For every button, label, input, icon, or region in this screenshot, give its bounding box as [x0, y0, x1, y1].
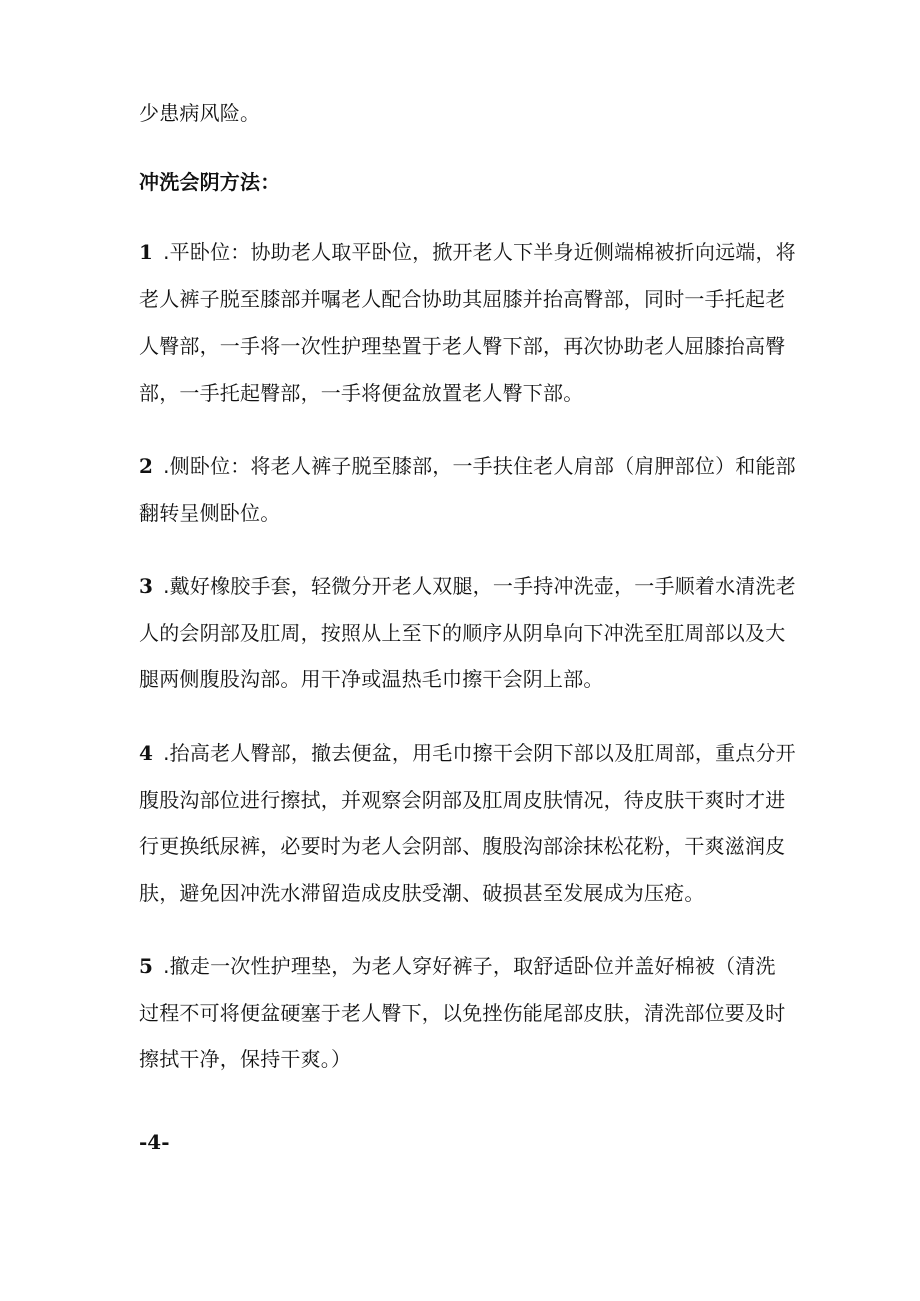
step-2-line-1: 2 .侧卧位：将老人裤子脱至膝部，一手扶住老人肩部（肩胛部位）和能部: [139, 454, 796, 478]
step-3-number: 3: [139, 574, 154, 598]
step-5-line-3: 擦拭干净，保持干爽。）: [139, 1047, 352, 1071]
step-5-line-1: 5 .撤走一次性护理垫，为老人穿好裤子，取舒适卧位并盖好棉被（清洗: [139, 954, 776, 978]
step-4-number: 4: [139, 741, 154, 765]
step-1-number: 1: [139, 240, 154, 264]
step-2-line-2: 翻转呈侧卧位。: [139, 501, 281, 525]
step-1-line-3: 人臀部，一手将一次性护理垫置于老人臀下部，再次协助老人屈膝抬高臀: [139, 334, 786, 358]
step-3-line-1: 3 .戴好橡胶手套，轻微分开老人双腿，一手持冲洗壶，一手顺着水清洗老: [139, 574, 796, 598]
step-2-number: 2: [139, 454, 154, 478]
page-number: -4-: [139, 1130, 170, 1154]
step-3-line-2: 人的会阴部及肛周，按照从上至下的顺序从阴阜向下冲洗至肛周部以及大: [139, 621, 786, 645]
step-1-line-1: 1 .平卧位：协助老人取平卧位，掀开老人下半身近侧端棉被折向远端，将: [139, 240, 796, 264]
step-4-line-4: 肤，避免因冲洗水滞留造成皮肤受潮、破损甚至发展成为压疮。: [139, 881, 705, 905]
carryover-text: 少患病风险。: [139, 101, 261, 125]
step-1-line-4: 部，一手托起臀部，一手将便盆放置老人臀下部。: [139, 381, 584, 405]
step-3-line-3: 腿两侧腹股沟部。用干净或温热毛巾擦干会阴上部。: [139, 667, 604, 691]
step-1-line-2: 老人裤子脱至膝部并嘱老人配合协助其屈膝并抬高臀部，同时一手托起老: [139, 287, 786, 311]
step-4-line-3: 行更换纸尿裤，必要时为老人会阴部、腹股沟部涂抹松花粉，干爽滋润皮: [139, 834, 786, 858]
step-4-line-1: 4 .抬高老人臀部，撤去便盆，用毛巾擦干会阴下部以及肛周部，重点分开: [139, 741, 796, 765]
step-4-line-2: 腹股沟部位进行擦拭，并观察会阴部及肛周皮肤情况，待皮肤干爽时才进: [139, 788, 786, 812]
section-heading: 冲洗会阴方法：: [139, 170, 281, 194]
step-5-number: 5: [139, 954, 154, 978]
step-5-line-2: 过程不可将便盆硬塞于老人臀下，以免挫伤能尾部皮肤，清洗部位要及时: [139, 1001, 786, 1025]
